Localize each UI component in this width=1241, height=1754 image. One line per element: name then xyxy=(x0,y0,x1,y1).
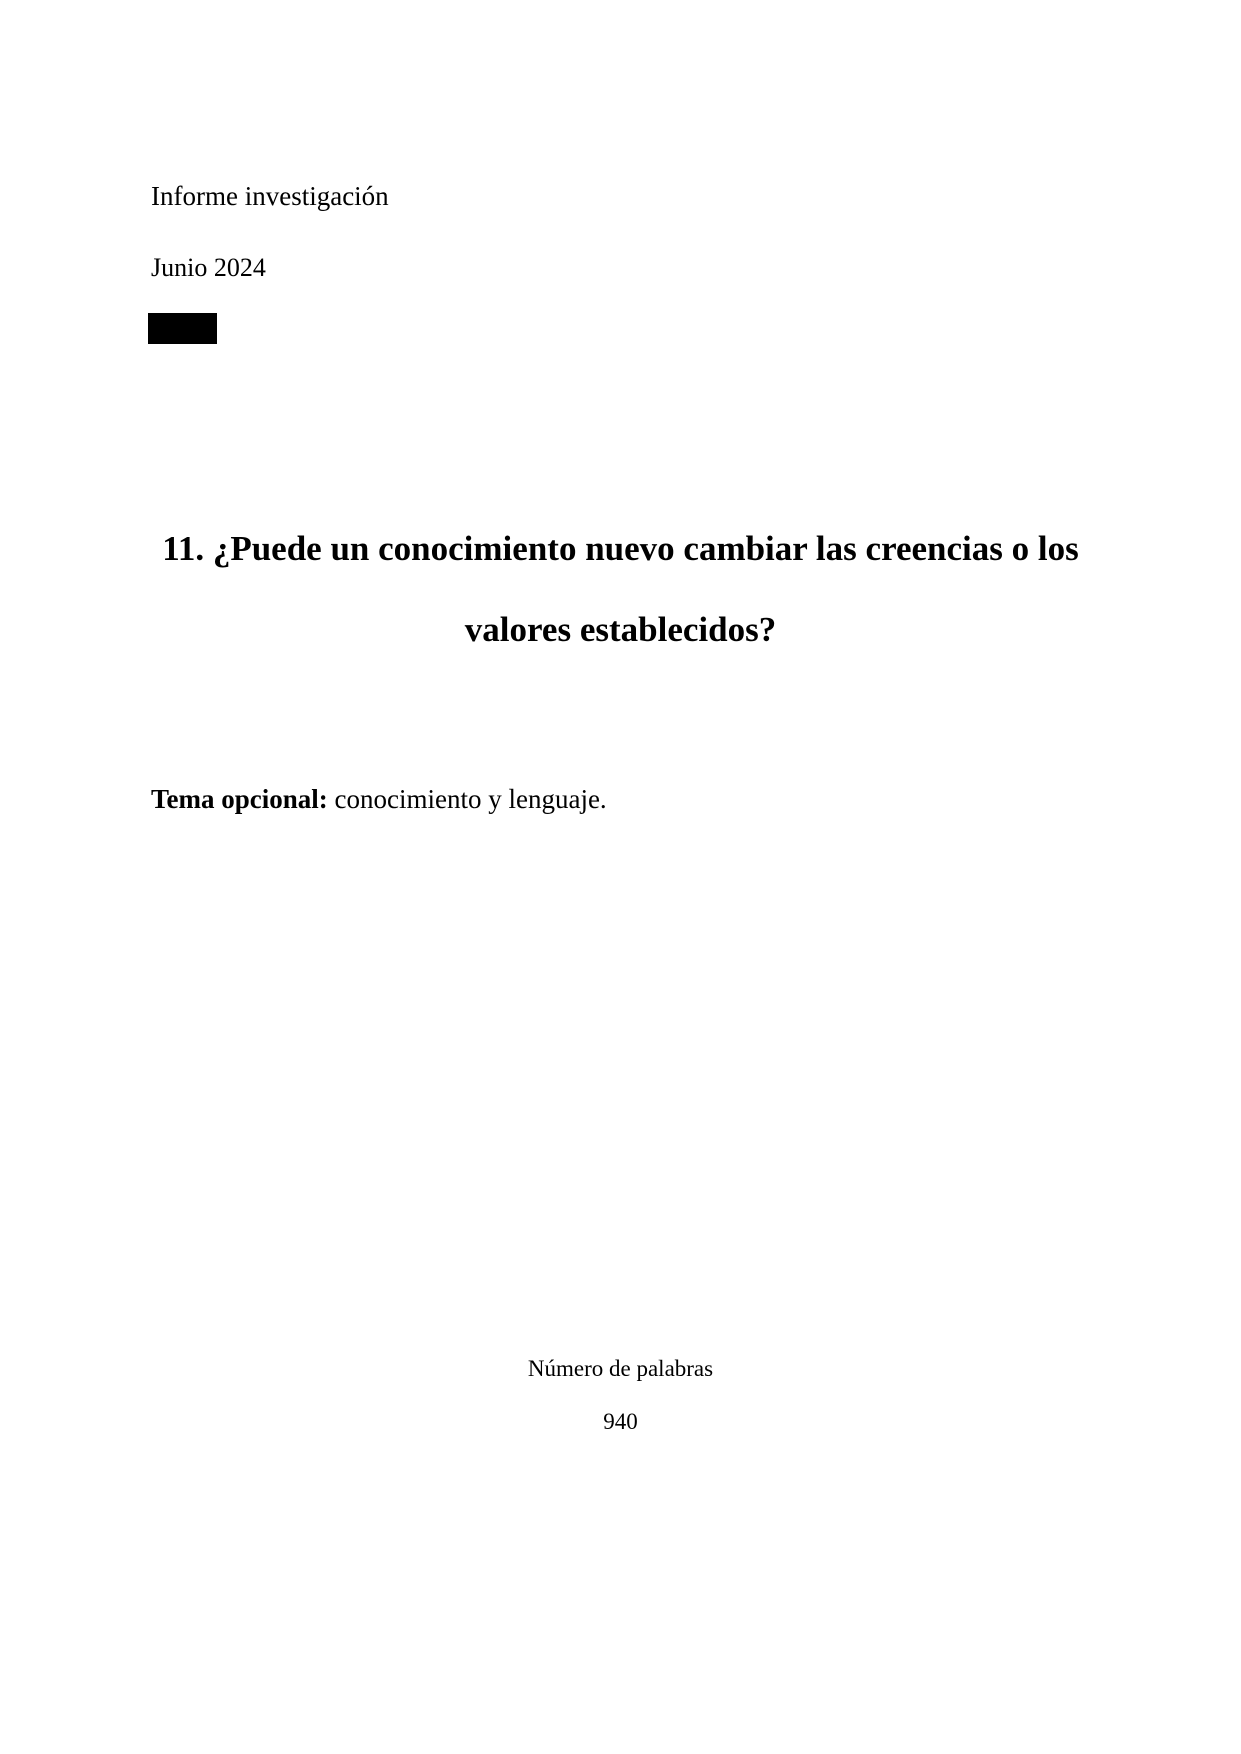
optional-topic xyxy=(151,783,607,815)
optional-topic-value: conocimiento y lenguaje. xyxy=(327,784,607,814)
optional-topic-label: Tema opcional: xyxy=(151,784,328,814)
word-count-value: 940 xyxy=(603,1409,638,1434)
word-count-label: Número de palabras xyxy=(527,1356,714,1381)
essay-title: 11. ¿Puede un conocimiento nuevo cambiar las creencias o los valores establecidos? xyxy=(162,529,1079,649)
redaction-block xyxy=(148,313,217,344)
document-type-label: Informe investigación xyxy=(151,181,389,211)
document-date: Junio 2024 xyxy=(151,253,266,282)
